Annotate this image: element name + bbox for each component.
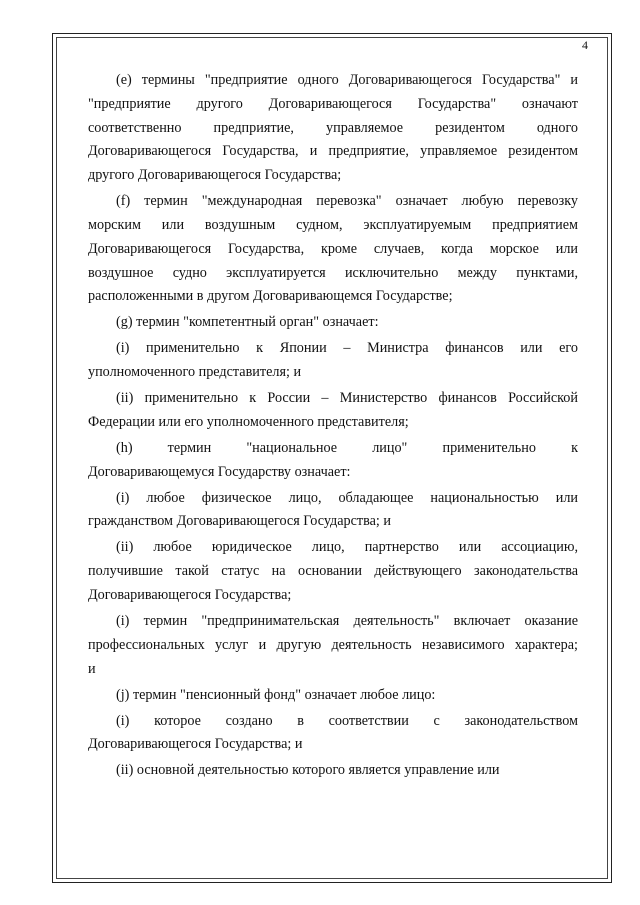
text-line: "предприятие другого Договаривающегося Государства" означают — [88, 95, 578, 112]
text-line: (ii) основной деятельностью которого является управление или — [116, 762, 500, 779]
text-line: (f) термин "международная перевозка" означает любую перевозку — [116, 193, 578, 210]
paragraph-i — [88, 610, 578, 681]
page-number: 4 — [582, 38, 588, 52]
paragraph-e — [88, 69, 578, 188]
text-line: Договаривающегося Государства, кроме случаев, когда морское или — [88, 240, 578, 257]
paragraph-j-ii — [88, 759, 578, 783]
paragraph-g-ii — [88, 387, 578, 435]
text-line: морским или воздушным судном, эксплуатируемым предприятием — [88, 216, 578, 233]
paragraph-g — [88, 311, 578, 335]
text-line: (e) термины "предприятие одного Договаривающегося Государства" и — [116, 72, 578, 88]
text-line: (i) термин "предпринимательская деятельность" включает оказание — [116, 613, 578, 630]
text-line: соответственно предприятие, управляемое резидентом одного — [88, 119, 578, 136]
text-line: (g) термин "компетентный орган" означает: — [116, 314, 379, 331]
text-line: получившие такой статус на основании действующего законодательства — [88, 563, 578, 580]
paragraph-f — [88, 190, 578, 309]
text-line: профессиональных услуг и другую деятельность независимого характера; — [88, 636, 578, 653]
paragraph-h — [88, 437, 578, 485]
paragraph-j — [88, 684, 578, 708]
text-line: (ii) применительно к России – Министерство финансов Российской — [116, 390, 578, 407]
text-line: и — [88, 660, 96, 677]
paragraph-g-i — [88, 337, 578, 385]
text-line: уполномоченного представителя; и — [88, 364, 302, 381]
document-body — [88, 69, 578, 785]
paragraph-h-i — [88, 487, 578, 535]
paragraph-j-i — [88, 710, 578, 758]
text-line: (i) которое создано в соответствии с законодательством — [116, 712, 578, 729]
text-line: Федерации или его уполномоченного представителя; — [88, 413, 409, 430]
paragraph-h-ii — [88, 536, 578, 607]
text-line: другого Договаривающегося Государства; — [88, 167, 342, 184]
text-line: (j) термин "пенсионный фонд" означает любое лицо: — [116, 686, 436, 703]
text-line: гражданством Договаривающегося Государства; и — [88, 513, 392, 530]
text-line: (ii) любое юридическое лицо, партнерство или ассоциацию, — [116, 539, 578, 556]
text-line: Договаривающегося Государства; — [88, 587, 292, 604]
text-line: (i) применительно к Японии – Министра финансов или его — [116, 340, 578, 357]
text-line: Договаривающемуся Государству означает: — [88, 463, 351, 480]
text-line: Договаривающегося Государства; и — [88, 736, 303, 753]
text-line: (h) термин "национальное лицо" применительно к — [116, 439, 578, 456]
text-line: воздушное судно эксплуатируется исключительно между пунктами, — [88, 264, 578, 281]
text-line: (i) любое физическое лицо, обладающее национальностью или — [116, 489, 578, 506]
text-line: расположенными в другом Договаривающемся Государстве; — [88, 288, 453, 305]
text-line: Договаривающегося Государства, и предприятие, управляемое резидентом — [88, 143, 578, 160]
